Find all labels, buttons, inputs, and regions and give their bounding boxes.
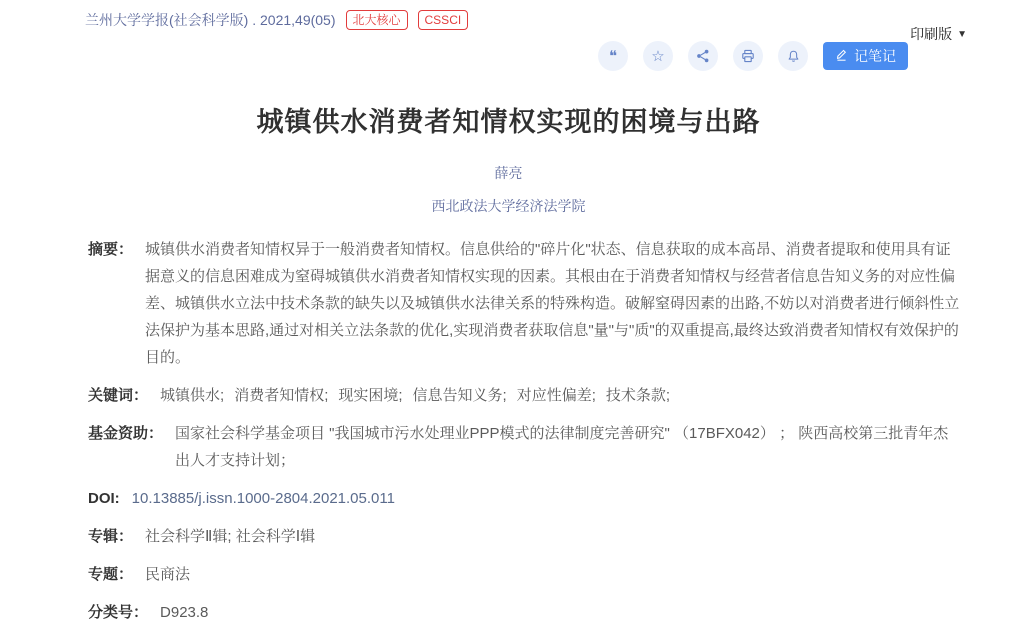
- pencil-icon: [835, 48, 848, 64]
- star-icon: ☆: [651, 47, 665, 65]
- abstract-row: [88, 236, 960, 371]
- keyword-link[interactable]: 消费者知情权;: [234, 387, 329, 404]
- take-notes-button[interactable]: [823, 42, 908, 70]
- keywords-label: 关键词：: [88, 387, 149, 404]
- keywords-list: [160, 382, 680, 409]
- keyword-link[interactable]: 城镇供水;: [160, 387, 225, 404]
- page-title: 城镇供水消费者知情权实现的困境与出路: [256, 107, 761, 137]
- print-version-dropdown[interactable]: [910, 24, 967, 44]
- topic-value: 民商法: [145, 566, 191, 583]
- affiliation-row: [0, 196, 1017, 216]
- doi-value: 10.13885/j.issn.1000-2804.2021.05.011: [131, 490, 395, 507]
- take-notes-label: 记笔记: [854, 48, 896, 64]
- keywords-row: [88, 382, 960, 409]
- printer-icon: [740, 48, 756, 64]
- clc-label: 分类号：: [88, 604, 149, 621]
- article-toolbar: [598, 41, 908, 71]
- fund-label: 基金资助：: [88, 425, 164, 442]
- abstract-label: 摘要：: [88, 241, 134, 258]
- chevron-down-icon: ▼: [957, 28, 967, 40]
- keyword-link[interactable]: 现实困境;: [338, 387, 403, 404]
- album-row: [88, 523, 960, 550]
- journal-info-row: [85, 10, 468, 30]
- quote-icon: ❝: [608, 47, 618, 65]
- author-row: [0, 163, 1017, 183]
- keyword-link[interactable]: 对应性偏差;: [516, 387, 596, 404]
- print-version-label: 印刷版: [910, 26, 953, 42]
- abstract-text: 城镇供水消费者知情权异于一般消费者知情权。信息供给的"碎片化"状态、信息获取的成本高昂、消费者提取和使用具有证据意义的信息困难成为窒碍城镇供水消费者知情权实现的因素。其根由在于消费者知情权与经营者信息告知义务的对应性偏差、城镇供水立法中技术条款的缺失以及城镇供水法律关系的特殊构造。破解窒碍因素的出路,不妨以对消费者进行倾斜性立法保护为基本思路,通过对相关立法条款的优化,实现消费者获取信息"量"与"质"的双重提高,最终达致消费者知情权有效保护的目的。: [145, 241, 960, 366]
- cite-button[interactable]: [598, 41, 628, 71]
- share-icon: [695, 48, 711, 64]
- clc-value: D923.8: [160, 604, 209, 621]
- fund-text: 国家社会科学基金项目 "我国城市污水处理业PPP模式的法律制度完善研究" （17BFX042） ； 陕西高校第三批青年杰出人才支持计划；: [175, 425, 949, 469]
- core-badge-cssci: CSSCI: [418, 10, 469, 30]
- affiliation-link[interactable]: 西北政法大学经济法学院: [431, 198, 586, 214]
- clc-row: [88, 599, 960, 626]
- alert-button[interactable]: [778, 41, 808, 71]
- keyword-link[interactable]: 技术条款;: [605, 387, 671, 404]
- topic-label: 专题：: [88, 566, 134, 583]
- author-link[interactable]: 薛亮: [494, 165, 523, 181]
- article-meta: [88, 236, 960, 626]
- print-button[interactable]: [733, 41, 763, 71]
- doi-label: DOI:: [88, 490, 120, 507]
- keyword-link[interactable]: 信息告知义务;: [412, 387, 507, 404]
- core-badge-pku: 北大核心: [346, 10, 408, 30]
- doi-row: [88, 485, 960, 512]
- favorite-button[interactable]: [643, 41, 673, 71]
- share-button[interactable]: [688, 41, 718, 71]
- topic-row: [88, 561, 960, 588]
- album-value: 社会科学Ⅱ辑; 社会科学Ⅰ辑: [145, 528, 316, 545]
- fund-row: [88, 420, 960, 474]
- journal-link[interactable]: 兰州大学学报(社会科学版) . 2021,49(05): [85, 12, 336, 28]
- album-label: 专辑：: [88, 528, 134, 545]
- bell-icon: [786, 49, 801, 64]
